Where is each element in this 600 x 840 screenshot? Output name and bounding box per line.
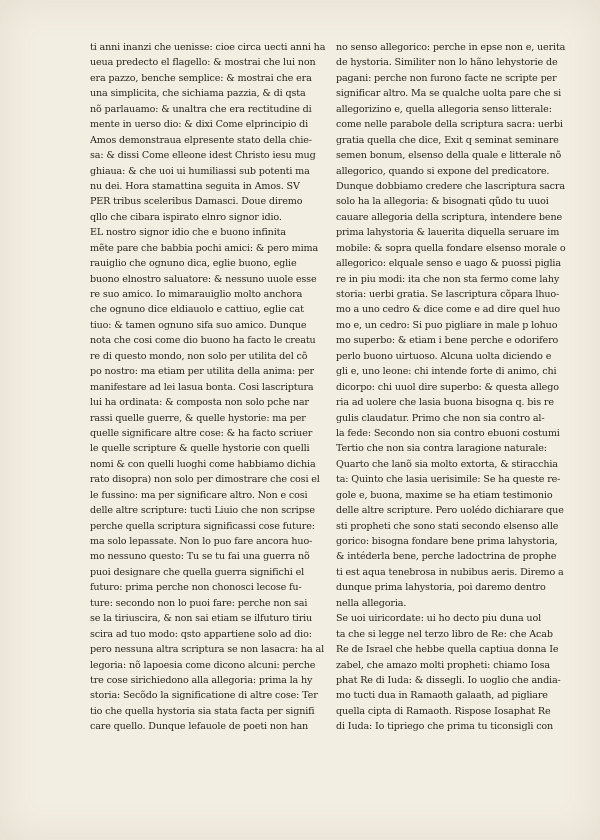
text-line: dicorpo: chi uuol dire superbo: & questa allego — [336, 381, 559, 393]
text-line: tiuo: & tamen ognuno sifa suo amico. Dunque — [90, 319, 307, 331]
text-line: mẽte pare che babbia pochi amici: & pero mima — [90, 242, 319, 254]
text-line: mo a uno cedro & dice come e ad dire quel huo — [336, 304, 561, 316]
text-line: di Iuda: Io tipriego che prima tu ticonsigli con — [336, 721, 554, 733]
text-line: delle altre scripture. Pero uolédo dichiarare que — [336, 505, 564, 517]
text-line: sti propheti che sono stati secondo elsenso alle — [336, 520, 559, 532]
text-line: rato disopra) non solo per dimostrare che cosi el — [90, 474, 320, 486]
text-line: cauare allegoria della scriptura, intendere bene — [336, 211, 563, 223]
text-line: ta: Quinto che lasia uerisimile: Se ha queste re- — [336, 474, 561, 486]
text-line: perlo buono uirtuoso. Alcuna uolta diciendo e — [336, 350, 552, 362]
text-line: re suo amico. Io mimarauiglio molto anchora — [90, 289, 303, 300]
text-line: mobile: & sopra quella fondare elsenso morale o — [336, 242, 566, 254]
text-line: nõ parlauamo: & unaltra che era rectitudine di — [90, 103, 312, 115]
text-line: nella allegoria. — [336, 597, 407, 609]
text-line: ture: secondo non lo puoi fare: perche non sai — [90, 597, 308, 609]
text-line: le fussino: ma per significare altro. Non e cosi — [90, 489, 308, 501]
text-line: significar altro. Ma se qualche uolta pare che si — [336, 88, 562, 100]
text-line: tio che quella hystoria sia stata facta per signifi — [90, 705, 315, 717]
text-line: ghiaua: & che uoi ui humiliassi sub potenti ma — [90, 165, 310, 177]
right-column — [336, 40, 574, 735]
text-line: nu dei. Hora stamattina seguita in Amos. SV — [90, 180, 300, 192]
text-line: perche quella scriptura significassi cose future: — [90, 520, 315, 532]
text-line: Re de Israel che hebbe quella captiua donna Ie — [336, 644, 559, 656]
text-line: una simplicita, che sichiama pazzia, & di qsta — [90, 88, 306, 100]
text-line: la fede: Secondo non sia contro ebuoni costumi — [336, 427, 560, 439]
text-line: solo ha la allegoria: & bisognati qũdo tu uuoi — [336, 196, 549, 208]
text-line: mente in uerso dio: & dixi Come elprincipio di — [90, 119, 309, 131]
text-line: che ognuno dice eldiauolo e cattiuo, eglie cat — [90, 304, 304, 316]
text-line: po nostro: ma etiam per utilita della anima: per — [90, 366, 314, 378]
text-line: le quelle scripture & quelle hystorie con quelli — [90, 443, 310, 455]
left-column — [90, 40, 326, 735]
text-line: allegorizino e, quella allegoria senso litterale: — [336, 103, 552, 115]
text-line: mo e, un cedro: Si puo pigliare in male p lohuo — [336, 319, 558, 331]
text-line: sa: & dissi Come elleone idest Christo iesu mug — [90, 150, 316, 162]
text-line: dunque prima lahystoria, poi daremo dentro — [336, 582, 546, 594]
text-line: quella cipta di Ramaoth. Rispose Iosaphat Re — [336, 705, 551, 717]
text-line: gole e, buona, maxime se ha etiam testimonio — [336, 489, 553, 501]
text-line: nota che cosi come dio buono ha facto le creatu — [90, 335, 316, 347]
text-line: qllo che cibara ispirato elnro signor idio. — [90, 211, 282, 223]
text-line: phat Re di Iuda: & dissegli. Io uoglio che andia- — [336, 674, 561, 686]
text-line: Dunque dobbiamo credere che lascriptura sacra — [336, 180, 565, 192]
text-line: lui ha ordinata: & composta non solo pche nar — [90, 397, 309, 409]
text-line: gorico: bisogna fondare bene prima lahystoria, — [336, 536, 558, 547]
text-line: storia: uerbi gratia. Se lascriptura cõpara lhuo- — [336, 289, 560, 300]
text-line: gratia quella che dice, Exit q seminat seminare — [336, 134, 559, 146]
text-line: nomi & con quelli luoghi come habbiamo dichia — [90, 458, 316, 470]
text-line: care quello. Dunque lefauole de poeti non han — [90, 721, 309, 733]
text-line: tre cose sirichiedono alla allegoria: prima la hy — [90, 674, 313, 686]
text-line: mo superbo: & etiam i bene perche e odorifero — [336, 335, 559, 347]
text-line: gulis claudatur. Primo che non sia contro al- — [336, 412, 545, 424]
text-line: ti anni inanzi che uenisse: cioe circa uecti anni ha — [90, 42, 326, 53]
text-line: ma solo lepassate. Non lo puo fare ancora huo- — [90, 536, 313, 547]
text-line: ti est aqua tenebrosa in nubibus aeris. Diremo a — [336, 566, 564, 578]
text-line: zabel, che amazo molti propheti: chiamo Iosa — [336, 659, 550, 671]
text-line: PER tribus sceleribus Damasci. Doue diremo — [90, 196, 303, 208]
text-line: no senso allegorico: perche in epse non e, uerita — [336, 42, 566, 53]
text-line: prima lahystoria & lauerita diquella seruare im — [336, 227, 560, 239]
text-line: era pazzo, benche semplice: & mostrai che era — [90, 72, 312, 84]
text-line: rassi quelle guerre, & quelle hystorie: ma per — [90, 412, 306, 424]
text-line: EL nostro signor idio che e buono infinita — [90, 227, 286, 239]
text-line: & intéderla bene, perche ladoctrina de prophe — [336, 551, 557, 563]
text-line: delle altre scripture: tucti Liuio che non scripse — [90, 505, 315, 517]
text-line: scira ad tuo modo: qsto appartiene solo ad dio: — [90, 628, 312, 640]
text-line: semen bonum, elsenso della quale e litterale nõ — [336, 150, 562, 162]
text-line: buono elnostro saluatore: & nessuno uuole esse — [90, 273, 317, 285]
text-line: gli e, uno leone: chi intende forte di animo, chi — [336, 366, 557, 378]
text-line: allegorico: elquale senso e uago & puossi piglia — [336, 258, 561, 270]
text-line: Quarto che lanõ sia molto extorta, & stiracchia — [336, 458, 558, 470]
text-line: come nelle parabole della scriptura sacra: uerbi — [336, 119, 563, 131]
text-line: Tertio che non sia contra laragione naturale: — [336, 443, 547, 455]
text-line: pero nessuna altra scriptura se non lasacra: ha al — [90, 644, 325, 656]
text-line: ta che si legge nel terzo libro de Re: che Acab — [336, 628, 553, 640]
text-line: Se uoi uiricordate: ui ho decto piu duna uol — [336, 613, 541, 625]
text-line: futuro: prima perche non chonosci lecose fu- — [90, 582, 302, 594]
text-line: se la tiriuscira, & non sai etiam se ilfuturo tiriu — [90, 613, 313, 625]
text-line: mo nessuno questo: Tu se tu fai una guerra nõ — [90, 551, 310, 563]
text-line: storia: Secõdo la significatione di altre cose: Ter — [90, 690, 318, 702]
text-line: ria ad uolere che lasia buona bisogna q. bis re — [336, 397, 554, 409]
text-line: de hystoria. Similiter non lo hãno lehystorie de — [336, 57, 558, 69]
text-line: re in piu modi: ita che non sta fermo come lahy — [336, 273, 560, 285]
text-line: re di questo mondo, non solo per utilita del cõ — [90, 350, 308, 362]
text-line: pagani: perche non furono facte ne scripte per — [336, 72, 557, 84]
text-line: rauiglio che ognuno dica, eglie buono, eglie — [90, 258, 297, 270]
text-line: ueua predecto el flagello: & mostrai che lui non — [90, 57, 316, 69]
text-line: quelle significare altre cose: & ha facto scriuer — [90, 427, 313, 439]
text-line: mo tucti dua in Ramaoth galaath, ad pigliare — [336, 690, 548, 702]
text-line: allegorico, quando si expone del predicatore. — [336, 165, 550, 177]
text-line: legoria: nõ lapoesia come dicono alcuni: perche — [90, 659, 316, 671]
text-line: manifestare ad lei lasua bonta. Cosi lascriptura — [90, 381, 314, 393]
text-line: puoi designare che quella guerra significhi el — [90, 566, 305, 578]
text-line: Amos demonstraua elpresente stato della chie- — [90, 134, 312, 146]
